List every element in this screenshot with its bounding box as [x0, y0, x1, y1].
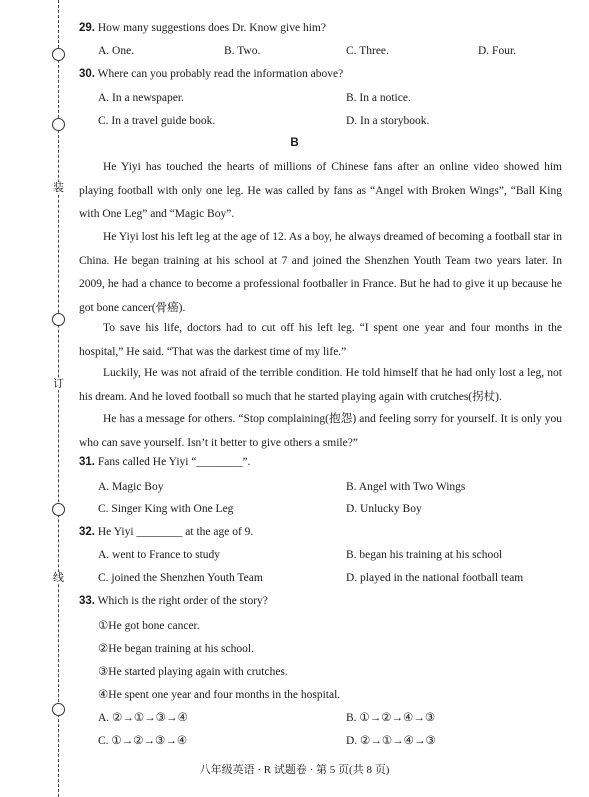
option-32-b: B. began his training at his school — [346, 549, 503, 561]
option-31-d: D. Unlucky Boy — [346, 503, 422, 515]
option-31-c: C. Singer King with One Leg — [98, 503, 234, 515]
passage-paragraph-2: He Yiyi lost his left leg at the age of 12. As a boy, he always dreamed of becoming a football star in China. He began training at his school at 7 and joined the Shenzhen Youth Team two years later. In 2009, he had a chance to become a professional footballer in France. But he had to give it up because he got bone cancer(骨癌). — [79, 231, 562, 314]
question-text: How many suggestions does Dr. Know give him? — [97, 22, 326, 34]
option-31-a: A. Magic Boy — [98, 481, 164, 493]
option-32-c: C. joined the Shenzhen Youth Team — [98, 572, 263, 584]
option-30-a: A. In a newspaper. — [98, 92, 184, 104]
question-text: He Yiyi ________ at the age of 9. — [97, 526, 254, 538]
question-text: Where can you probably read the information above? — [97, 68, 344, 80]
option-33-a: A. ②→①→③→④ — [98, 712, 188, 724]
passage-paragraph-4: Luckily, He was not afraid of the terrible condition. He told himself that he had only lost a leg, not his dream. And he loved football so much that he started playing again with crutches(拐杖). — [79, 367, 562, 403]
binding-mark-ding: 订 — [53, 377, 64, 390]
page-footer: 八年级英语 · R 试题卷 · 第 5 页(共 8 页) — [199, 764, 390, 776]
binding-hole — [52, 313, 65, 326]
option-32-d: D. played in the national football team — [346, 572, 524, 584]
question-32 — [79, 526, 253, 538]
option-31-b: B. Angel with Two Wings — [346, 481, 466, 493]
question-31 — [79, 456, 250, 468]
question-number: 31. — [79, 456, 95, 468]
binding-hole — [52, 118, 65, 131]
option-29-c: C. Three. — [346, 45, 389, 57]
binding-mark-zhuang: 装 — [53, 181, 64, 194]
binding-mark-xian: 线 — [53, 571, 64, 584]
passage-paragraph-3: To save his life, doctors had to cut off his left leg. “I spent one year and four months in the hospital,” He said. “That was the darkest time of my life.” — [79, 322, 562, 358]
question-number: 32. — [79, 526, 95, 538]
option-29-d: D. Four. — [478, 45, 517, 57]
binding-hole — [52, 703, 65, 716]
event-4: ④He spent one year and four months in the hospital. — [98, 689, 341, 701]
option-30-b: B. In a notice. — [346, 92, 411, 104]
option-30-c: C. In a travel guide book. — [98, 115, 216, 127]
option-33-d: D. ②→①→④→③ — [346, 735, 436, 747]
option-33-c: C. ①→②→③→④ — [98, 735, 188, 747]
event-1: ①He got bone cancer. — [98, 620, 200, 632]
question-text: Fans called He Yiyi “________”. — [97, 456, 251, 468]
passage-paragraph-1: He Yiyi has touched the hearts of millions of Chinese fans after an online video showed him playing football with only one leg. He was called by fans as “Angel with Broken Wings”, “Ball King with One Leg” and “Magic Boy”. — [79, 161, 562, 220]
option-32-a: A. went to France to study — [98, 549, 221, 561]
binding-hole — [52, 503, 65, 516]
passage-paragraph-5: He has a message for others. “Stop complaining(抱怨) and feeling sorry for yourself. It is only you who can save yourself. Isn’t it better to give others a smile?” — [79, 413, 562, 449]
question-number: 33. — [79, 595, 95, 607]
option-29-b: B. Two. — [224, 45, 261, 57]
option-30-d: D. In a storybook. — [346, 115, 430, 127]
question-text: Which is the right order of the story? — [97, 595, 268, 607]
event-3: ③He started playing again with crutches. — [98, 666, 288, 678]
binding-hole — [52, 48, 65, 61]
question-29 — [79, 22, 326, 34]
option-29-a: A. One. — [98, 45, 135, 57]
option-33-b: B. ①→②→④→③ — [346, 712, 436, 724]
section-heading-b: B — [290, 137, 299, 149]
question-30 — [79, 68, 343, 80]
question-33 — [79, 595, 268, 607]
question-number: 30. — [79, 68, 95, 80]
question-number: 29. — [79, 22, 95, 34]
event-2: ②He began training at his school. — [98, 643, 254, 655]
